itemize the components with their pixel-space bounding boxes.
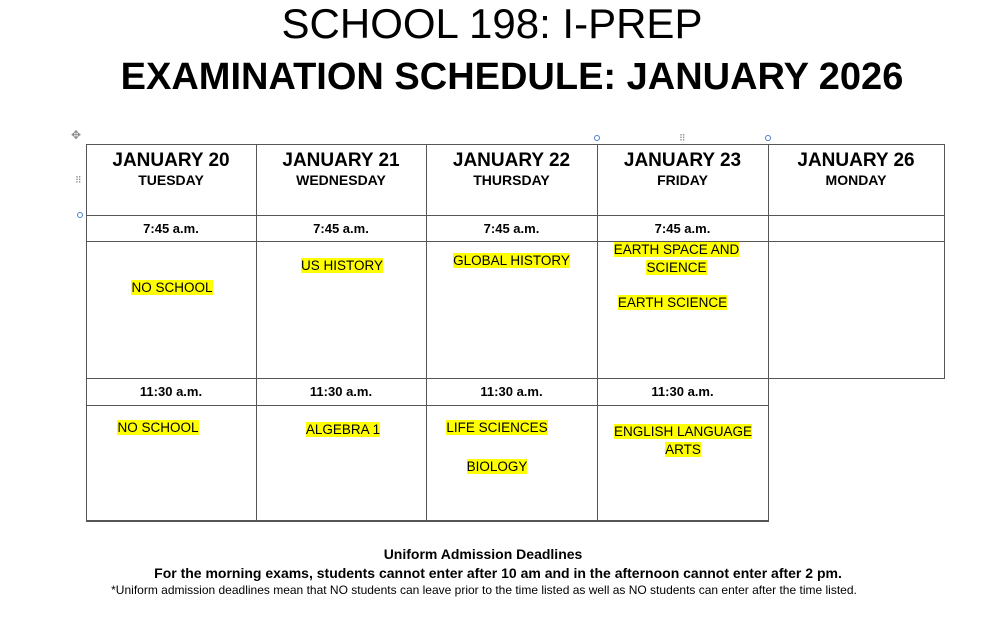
- row-drag-handle-icon[interactable]: ⠿: [75, 175, 82, 185]
- school-title: SCHOOL 198: I-PREP: [281, 0, 703, 47]
- exam-cell: [256, 421, 430, 439]
- day-header: [768, 150, 944, 188]
- column-insert-handle-icon[interactable]: [594, 135, 600, 141]
- day-weekday: MONDAY: [825, 172, 887, 188]
- exam-subject: LIFE SCIENCES: [446, 420, 548, 435]
- exam-cell: [597, 294, 748, 312]
- table-border: [86, 144, 945, 145]
- table-border: [86, 405, 769, 406]
- day-date: JANUARY 26: [797, 150, 915, 171]
- exam-subject: EARTH SCIENCE: [617, 295, 728, 310]
- exam-subject: ENGLISH LANGUAGE ARTS: [613, 424, 753, 457]
- day-header: [256, 150, 426, 188]
- page-title: EXAMINATION SCHEDULE: JANUARY 2026: [120, 56, 904, 98]
- day-weekday: THURSDAY: [473, 172, 550, 188]
- table-border: [944, 144, 945, 379]
- afternoon-time: 11:30 a.m.: [651, 384, 714, 399]
- day-date: JANUARY 20: [112, 150, 230, 171]
- day-weekday: WEDNESDAY: [296, 172, 386, 188]
- table-border: [256, 144, 257, 521]
- exam-cell: [426, 419, 568, 437]
- afternoon-time: 11:30 a.m.: [309, 384, 373, 399]
- morning-time: 7:45 a.m.: [143, 221, 199, 236]
- table-border: [768, 144, 769, 521]
- day-date: JANUARY 21: [282, 150, 400, 171]
- exam-subject: NO SCHOOL: [131, 280, 213, 295]
- day-header: [86, 150, 256, 188]
- day-header: [597, 150, 768, 188]
- table-move-handle-icon[interactable]: ✥: [71, 128, 82, 142]
- exam-subject: NO SCHOOL: [117, 420, 199, 435]
- exam-subject: ALGEBRA 1: [305, 422, 381, 437]
- exam-cell: [256, 257, 428, 275]
- exam-subject: BIOLOGY: [466, 459, 528, 474]
- exam-cell: [86, 279, 258, 297]
- table-border: [86, 520, 769, 522]
- day-date: JANUARY 23: [623, 150, 742, 171]
- exam-cell: [426, 252, 597, 270]
- day-weekday: FRIDAY: [657, 172, 708, 188]
- deadlines-heading: Uniform Admission Deadlines: [383, 546, 583, 562]
- exam-cell: [608, 423, 758, 459]
- deadlines-note: *Uniform admission deadlines mean that NO students can leave prior to the time listed as well as NO students can enter after the time listed.: [111, 583, 857, 597]
- morning-time: 7:45 a.m.: [313, 221, 369, 236]
- deadlines-rule: For the morning exams, students cannot enter after 10 am and in the afternoon cannot enter after 2 pm.: [154, 565, 842, 581]
- morning-time: 7:45 a.m.: [654, 221, 711, 236]
- table-border: [597, 144, 598, 521]
- afternoon-time: 11:30 a.m.: [139, 384, 203, 399]
- day-date: JANUARY 22: [452, 150, 571, 171]
- morning-time: 7:45 a.m.: [483, 221, 540, 236]
- exam-subject: GLOBAL HISTORY: [453, 253, 570, 268]
- day-weekday: TUESDAY: [138, 172, 204, 188]
- exam-subject: EARTH SPACE AND SCIENCE: [613, 242, 740, 275]
- table-border: [86, 144, 87, 521]
- exam-subject: US HISTORY: [300, 258, 384, 273]
- exam-cell: [86, 419, 230, 437]
- column-insert-handle-icon[interactable]: [765, 135, 771, 141]
- exam-cell: [604, 241, 749, 277]
- day-header: [426, 150, 597, 188]
- column-drag-handle-icon[interactable]: ⠿: [679, 133, 686, 143]
- exam-cell: [426, 458, 568, 476]
- afternoon-time: 11:30 a.m.: [480, 384, 543, 399]
- row-insert-handle-icon[interactable]: [77, 212, 83, 218]
